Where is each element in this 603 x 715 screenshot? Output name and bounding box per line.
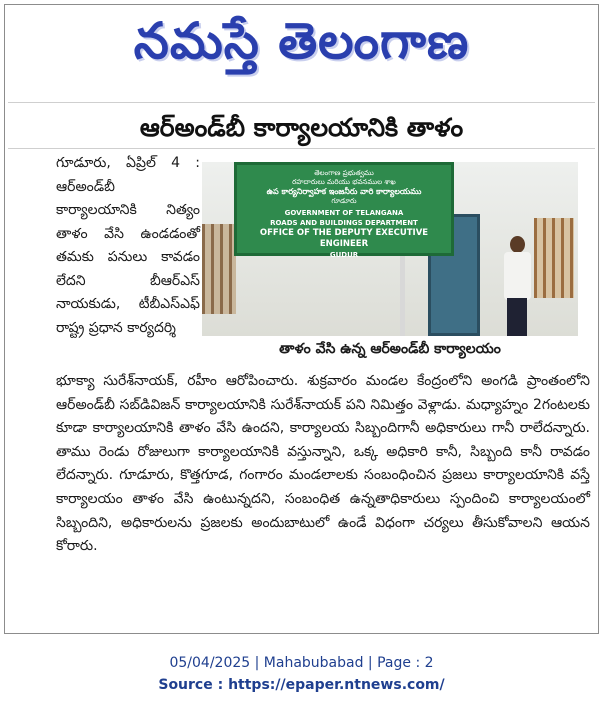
article-intro: గూడూరు, ఏప్రిల్ 4 : ఆర్‌అండ్‌బీ కార్యాలయానికి నిత్యం తాళం వేసి ఉండడంతో తమకు పనులు కావడం లేదని బీఆర్‌ఎస్ నాయకుడు, టీబీఎస్‌ఎఫ్ రాష్ట్ర ప్రధాన కార్యదర్శి xyxy=(56,155,200,336)
article-headline: ఆర్‌అండ్‌బీ కార్యాలయానికి తాళం xyxy=(139,113,464,142)
newspaper-logo: నమస్తే తెలంగాణ xyxy=(133,12,470,70)
window-right xyxy=(534,218,574,298)
divider xyxy=(8,102,595,103)
window-left xyxy=(202,224,236,314)
masthead xyxy=(0,0,603,88)
article-photo xyxy=(202,162,578,336)
footer-meta: 05/04/2025 | Mahabubabad | Page : 2 xyxy=(169,655,434,671)
office-signboard: తెలంగాణ ప్రభుత్వము రహదారులు మరియు భవనముల శాఖ ఉప కార్యనిర్వాహక ఇంజనీరు వారి కార్యాలయము గూడూరు GOVERNMENT OF TELANGANA ROADS AND BUILDINGS DEPARTMENT OFFICE OF THE DEPUTY EXECUTIVE ENGINEER GUDUR xyxy=(234,162,454,256)
footer xyxy=(0,652,603,696)
photo-caption: తాళం వేసి ఉన్న ఆర్‌అండ్‌బీ కార్యాలయం xyxy=(279,341,501,357)
sign-pole xyxy=(400,256,405,336)
article-body: భూక్యా సురేశ్‌నాయక్, రహీం ఆరోపించారు. శుక్రవారం మండల కేంద్రంలోని అంగడి ప్రాంతంలోని ఆర్‌అండ్‌బీ సబ్‌డివిజన్ కార్యాలయానికి సురేశ్‌నాయక్ పని నిమిత్తం వెళ్లాడు. మధ్యాహ్నం 2గంటలకు కూడా కార్యాలయానికి తాళం వేసి ఉందని, కార్యాలయ సిబ్బందిగానీ అధికారులు గానీ రాలేదన్నారు. తాము రెండు రోజులుగా కార్యాలయానికి వస్తున్నాని, ఒక్క అధికారి కానీ, సిబ్బంది కానీ రావడం లేదన్నారు. గూడూరు, కొత్తగూడ, గంగారం మండలాలకు సంబంధించిన ప్రజలు కార్యాలయానికి వస్తే కార్యాలయం తాళం వేసి ఉంటున్నదని, సంబంధిత ఉన్నతాధికారులు స్పందించి కార్యాలయంలో సిబ్బందిని, అధికారులను ప్రజలకు అందుబాటులో ఉండే విధంగా చర్యలు తీసుకోవాలని ఆయన కోరారు. xyxy=(56,373,590,555)
divider xyxy=(8,148,595,149)
person-figure xyxy=(502,236,532,336)
footer-source: Source : https://epaper.ntnews.com/ xyxy=(158,677,445,693)
